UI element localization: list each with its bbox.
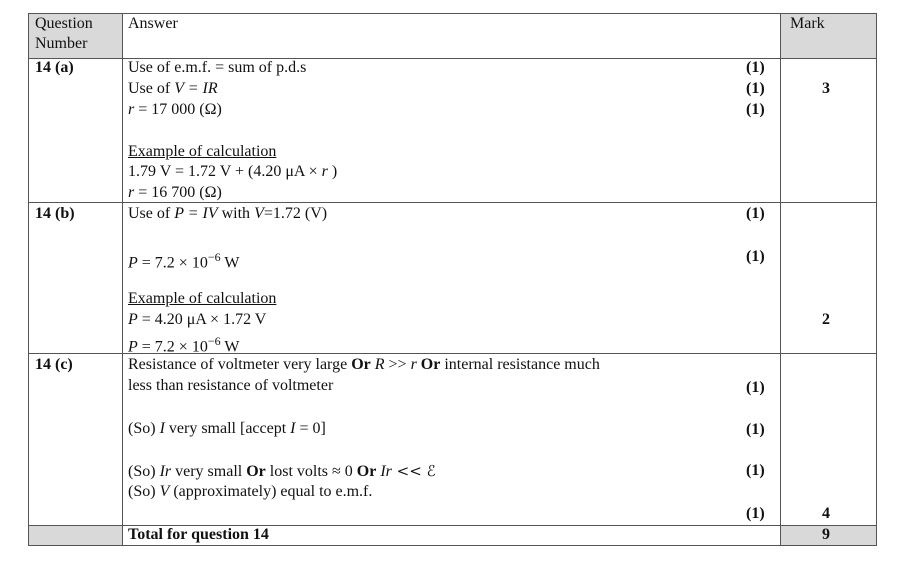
question-label-14c: 14 (c) — [35, 356, 73, 373]
mark-award: (1) — [746, 421, 765, 438]
total-marks: 9 — [822, 526, 830, 543]
border-right — [876, 13, 877, 546]
example-title: Example of calculation — [128, 290, 277, 307]
mark-total-14c: 4 — [822, 505, 830, 522]
question-label-14a: 14 (a) — [35, 59, 74, 76]
mark-award: (1) — [746, 205, 765, 222]
answer-line: Use of V = IR — [128, 80, 218, 97]
answer-line: Use of P = IV with V=1.72 (V) — [128, 205, 328, 222]
mark-award: (1) — [746, 379, 765, 396]
mark-total-14b: 2 — [822, 311, 830, 328]
answer-line: Resistance of voltmeter very large Or R >> r Or internal resistance much — [128, 356, 600, 373]
answer-line: (So) V (approximately) equal to e.m.f. — [128, 483, 373, 500]
answer-line: $P = 7.2 \times 10^{-6}$ W — [128, 250, 240, 272]
border-bottom — [28, 545, 877, 546]
mark-award: (1) — [746, 80, 765, 97]
question-label-14b: 14 (b) — [35, 205, 75, 222]
example-title: Example of calculation — [128, 143, 277, 160]
answer-line: (So) Ir very small Or lost volts ≈ 0 Or Ir << ℰ — [128, 462, 436, 480]
mark-award: (1) — [746, 101, 765, 118]
mark-scheme-table — [28, 13, 877, 546]
answer-line: Use of e.m.f. = sum of p.d.s — [128, 59, 307, 76]
calc-line: P = 4.20 μA × 1.72 V — [128, 311, 267, 328]
column-divider-2 — [780, 13, 781, 546]
header-answer: Answer — [128, 15, 178, 32]
mark-award: (1) — [746, 59, 765, 76]
mark-award: (1) — [746, 462, 765, 479]
header-mark: Mark — [790, 15, 825, 32]
header-question-number: Question Number — [35, 15, 93, 52]
answer-line: (So) I very small [accept I = 0] — [128, 420, 326, 437]
answer-line: less than resistance of voltmeter — [128, 377, 334, 394]
answer-line: r = 17 000 (Ω) — [128, 101, 222, 118]
calc-line: r = 16 700 (Ω) — [128, 184, 222, 201]
total-label: Total for question 14 — [128, 526, 269, 543]
calc-line: 1.79 V = 1.72 V + (4.20 μA × r ) — [128, 163, 338, 180]
column-divider-1 — [122, 13, 123, 546]
mark-total-14a: 3 — [822, 80, 830, 97]
footer-shade-left — [28, 525, 122, 546]
calc-line: $P = 7.2 \times 10^{-6}$ W — [128, 334, 240, 356]
mark-award: (1) — [746, 505, 765, 522]
border-left — [28, 13, 29, 546]
mark-award: (1) — [746, 248, 765, 265]
